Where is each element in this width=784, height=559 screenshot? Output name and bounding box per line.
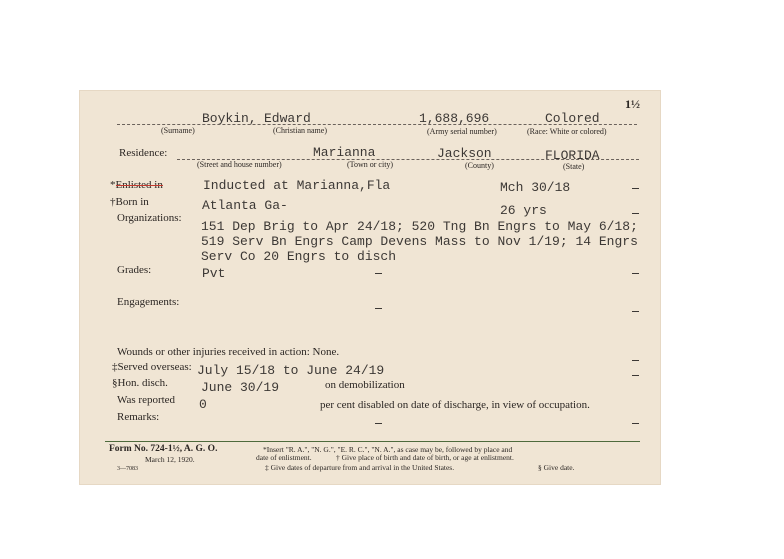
engagements-label: Engagements: [117, 296, 180, 308]
footnote-insert-continued: date of enlistment. [256, 453, 312, 462]
wounds-label: Wounds or other injuries received in action: None. [117, 346, 340, 358]
grades-label: Grades: [117, 264, 152, 276]
enlisted-label-text: Enlisted in [115, 179, 163, 191]
serial-number-value: 1,688,696 [419, 111, 490, 126]
surname-value: Boykin, [202, 111, 257, 126]
remarks-dash-1 [375, 423, 382, 424]
organizations-line-2: 519 Serv Bn Engrs Camp Devens Mass to Nov 1/19; 14 Engrs [201, 234, 638, 249]
enlisted-value: Inducted at Marianna,Fla [203, 178, 391, 193]
christian-name-caption: (Christian name) [273, 126, 327, 135]
corner-mark: 1½ [625, 97, 640, 111]
enlisted-marker: * [110, 179, 116, 191]
born-dash [632, 213, 639, 214]
town-value: Marianna [313, 145, 376, 160]
county-caption: (County) [465, 161, 494, 170]
residence-label: Residence: [119, 147, 168, 159]
enlisted-date: Mch 30/18 [500, 180, 571, 195]
form-number: Form No. 724-1½, A. G. O. [109, 444, 218, 454]
born-value: Atlanta Ga- [202, 198, 288, 213]
was-reported-label: Was reported [117, 394, 176, 406]
organizations-line-1: 151 Dep Brig to Apr 24/18; 520 Tng Bn Engrs to May 6/18; [201, 219, 638, 234]
served-overseas-value: July 15/18 to June 24/19 [197, 363, 385, 378]
name-rule [117, 124, 637, 125]
footnote-discharge: § Give date. [538, 463, 575, 472]
organizations-label: Organizations: [117, 212, 182, 224]
race-caption: (Race: White or colored) [527, 127, 607, 136]
engagements-dash-1 [375, 308, 382, 309]
remarks-label: Remarks: [117, 411, 160, 423]
footnote-birth: † Give place of birth and date of birth, or age at enlistment. [336, 453, 514, 462]
remarks-dash-2 [632, 423, 639, 424]
discharge-note: on demobilization [325, 379, 405, 391]
state-caption: (State) [563, 162, 585, 171]
state-value: FLORIDA [545, 148, 600, 163]
print-code: 3—7083 [117, 466, 138, 472]
was-reported-note: per cent disabled on date of discharge, in view of occupation. [320, 399, 590, 411]
discharge-label: §Hon. disch. [112, 377, 168, 389]
was-reported-value: 0 [199, 397, 207, 412]
grades-dash-1 [375, 273, 382, 274]
service-record-card [79, 90, 661, 485]
surname-caption: (Surname) [161, 126, 195, 135]
form-date: March 12, 1920. [145, 455, 195, 464]
engagements-dash-2 [632, 311, 639, 312]
enlisted-dash [632, 188, 639, 189]
race-value: Colored [545, 111, 600, 126]
grades-dash-2 [632, 273, 639, 274]
organizations-line-3: Serv Co 20 Engrs to disch [201, 249, 397, 264]
christian-name-value: Edward [264, 111, 311, 126]
serial-caption: (Army serial number) [427, 127, 497, 136]
street-caption: (Street and house number) [197, 160, 282, 169]
footnote-insert: *Insert "R. A.", "N. G.", "E. R. C.", "N. A.", as case may be, followed by place and [263, 445, 513, 454]
footnote-overseas: ‡ Give dates of departure from and arrival in the United States. [265, 463, 455, 472]
served-overseas-label: ‡Served overseas: [112, 361, 192, 373]
wounds-dash [632, 360, 639, 361]
born-label: †Born in [110, 196, 149, 208]
town-caption: (Town or city) [347, 160, 394, 169]
enlisted-label [110, 179, 163, 191]
discharge-value: June 30/19 [201, 380, 280, 395]
county-value: Jackson [437, 146, 492, 161]
age-value: 26 yrs [500, 203, 547, 218]
served-overseas-dash [632, 375, 639, 376]
grades-value: Pvt [202, 266, 226, 281]
footer-rule [105, 441, 640, 442]
